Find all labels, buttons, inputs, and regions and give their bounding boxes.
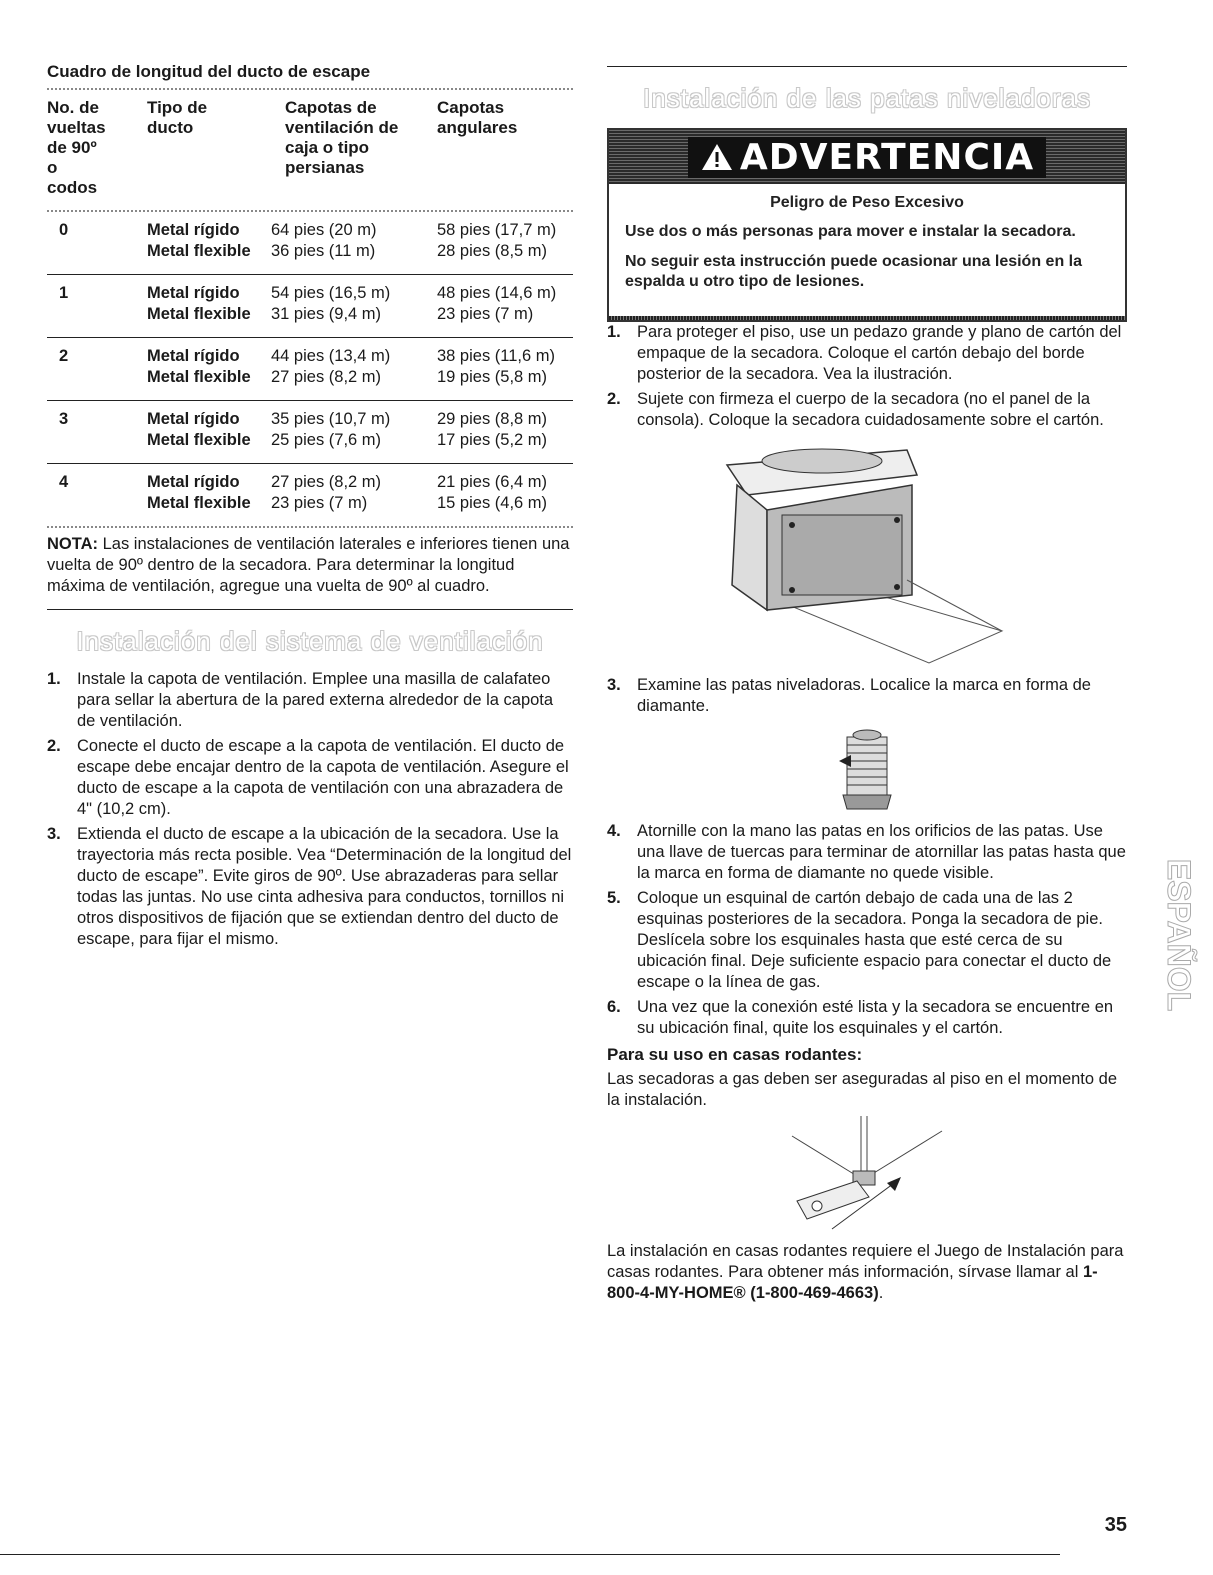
- row-turns: 0: [59, 221, 69, 239]
- angled-length: 28 pies (8,5 m): [437, 242, 548, 260]
- step-text: Atornille con la mano las patas en los orificios de las patas. Use una llave de tuercas para terminar de atornillar las patas hasta que la marca en forma de diamante no quede visible.: [637, 822, 1126, 882]
- right-column: [607, 66, 1127, 1304]
- duct-type: Metal rígido: [147, 473, 240, 491]
- table-note: [47, 534, 573, 597]
- list-item: [607, 888, 1127, 993]
- warning-line: Use dos o más personas para mover e instalar la secadora.: [625, 223, 1076, 240]
- box-length: 64 pies (20 m): [271, 221, 377, 239]
- vent-section-heading: Instalación del sistema de ventilación: [76, 626, 544, 656]
- side-tab-label: ESPAÑOL: [1161, 858, 1197, 1012]
- angled-length: 21 pies (6,4 m): [437, 473, 548, 491]
- table-bottom-border: [47, 526, 573, 528]
- table-row: [47, 401, 573, 464]
- list-item: [607, 821, 1127, 884]
- warning-subtitle: Peligro de Peso Excesivo: [770, 194, 964, 211]
- header-angled-hoods: Capotas angulares: [437, 98, 518, 137]
- kit-text: [607, 1241, 1127, 1304]
- step-text: Conecte el ducto de escape a la capota de ventilación. El ducto de escape debe encajar dentro de la capota de ventilación. Asegure el ducto de escape a la capota de ventilación con una abrazadera de 4" (10,2 cm).: [77, 737, 569, 818]
- header-turns: No. de vueltas de 90º o codos: [47, 98, 106, 197]
- duct-type: Metal flexible: [147, 431, 251, 449]
- warning-banner: [609, 130, 1125, 184]
- row-turns: 1: [59, 284, 69, 302]
- step-text: Coloque un esquinal de cartón debajo de cada una de las 2 esquinas posteriores de la secadora. Ponga la secadora de pie. Deslícela sobre los esquinales hasta que esté cerca de su ubicación final. Deje suficiente espacio para conectar el ducto de escape o la línea de gas.: [637, 889, 1112, 991]
- step-number: 2.: [607, 390, 621, 408]
- list-item: [607, 997, 1127, 1039]
- list-item: [607, 675, 1127, 717]
- section-divider: [47, 609, 573, 610]
- page-number: 35: [1104, 1514, 1127, 1536]
- duct-type: Metal rígido: [147, 221, 240, 239]
- box-length: 27 pies (8,2 m): [271, 368, 382, 386]
- warning-triangle-icon: [700, 142, 734, 172]
- warning-line: No seguir esta instrucción puede ocasionar una lesión en la espalda u otro tipo de lesiones.: [625, 253, 1083, 290]
- list-item: [47, 736, 573, 820]
- step-text: Extienda el ducto de escape a la ubicación de la secadora. Use la trayectoria más recta posible. Vea “Determinación de la longitud del ducto de escape”. Evite giros de 90º. Use abrazaderas para sellar todas las juntas. No use cinta adhesiva para conductos, tornillos ni otros dispositivos de fijación que se extiendan dentro del ducto de escape, para fijar el mismo.: [77, 825, 572, 948]
- angled-length: 58 pies (17,7 m): [437, 221, 557, 239]
- list-item: [607, 389, 1127, 431]
- step-number: 6.: [607, 998, 621, 1016]
- list-item: [47, 824, 573, 950]
- step-text: Examine las patas niveladoras. Localice la marca en forma de diamante.: [637, 676, 1091, 715]
- warning-title: ADVERTENCIA: [739, 136, 1035, 178]
- box-length: 35 pies (10,7 m): [271, 410, 391, 428]
- box-length: 54 pies (16,5 m): [271, 284, 391, 302]
- angled-length: 19 pies (5,8 m): [437, 368, 548, 386]
- step-text: Sujete con firmeza el cuerpo de la secadora (no el panel de la consola). Coloque la secadora cuidadosamente sobre el cartón.: [637, 390, 1104, 429]
- step-text: Instale la capota de ventilación. Emplee una masilla de calafateo para sellar la abertura de la pared externa alrededor de la capota de ventilación.: [77, 670, 554, 730]
- table-row: [47, 338, 573, 401]
- note-label: NOTA:: [47, 535, 99, 553]
- step-text: Una vez que la conexión esté lista y la secadora se encuentre en su ubicación final, quite los esquinales y el cartón.: [637, 998, 1114, 1037]
- table-header: [47, 90, 573, 210]
- header-duct-type: Tipo de ducto: [147, 98, 208, 137]
- duct-type: Metal flexible: [147, 305, 251, 323]
- vent-steps: [47, 669, 573, 950]
- list-item: [47, 669, 573, 732]
- row-turns: 4: [59, 473, 69, 491]
- duct-type: Metal rígido: [147, 284, 240, 302]
- mobile-home-heading: Para su uso en casas rodantes:: [607, 1045, 863, 1064]
- warning-bottom-border: [609, 316, 1125, 320]
- warning-title-block: [688, 137, 1046, 178]
- step-number: 4.: [607, 822, 621, 840]
- kit-text-start: La instalación en casas rodantes requiere el Juego de Instalación para casas rodantes. Para obtener más información, sírvase llamar al: [607, 1242, 1124, 1281]
- note-text: Las instalaciones de ventilación laterales e inferiores tienen una vuelta de 90º dentro de la secadora. Para determinar la longitud máxima de ventilación, agregue una vuelta de 90º al cuadro.: [47, 535, 570, 595]
- step-text: Para proteger el piso, use un pedazo grande y plano de cartón del empaque de la secadora. Coloque el cartón debajo del borde posterior de la secadora. Vea la ilustración.: [637, 323, 1122, 383]
- leveling-leg-illustration: [607, 721, 1127, 821]
- angled-length: 23 pies (7 m): [437, 305, 534, 323]
- dryer-on-cardboard-illustration: [607, 435, 1127, 675]
- box-length: 36 pies (11 m): [271, 242, 376, 260]
- right-top-rule: [607, 66, 1127, 67]
- kit-phone: 1-800-4-MY-HOME® (1-800-469-4663): [607, 1263, 1098, 1302]
- footer-rule: [0, 1554, 1060, 1555]
- box-length: 23 pies (7 m): [271, 494, 368, 512]
- list-item: [607, 322, 1127, 385]
- mobile-home-bracket-illustration: [607, 1111, 1127, 1241]
- step-number: 1.: [47, 670, 61, 688]
- table-row: [47, 275, 573, 338]
- step-number: 1.: [607, 323, 621, 341]
- box-length: 27 pies (8,2 m): [271, 473, 382, 491]
- warning-body: [609, 184, 1125, 316]
- box-length: 31 pies (9,4 m): [271, 305, 382, 323]
- duct-type: Metal flexible: [147, 368, 251, 386]
- duct-type: Metal rígido: [147, 347, 240, 365]
- row-turns: 3: [59, 410, 69, 428]
- header-box-hoods: Capotas de ventilación de caja o tipo persianas: [285, 98, 399, 177]
- step-number: 3.: [607, 676, 621, 694]
- box-length: 25 pies (7,6 m): [271, 431, 382, 449]
- warning-box: [607, 128, 1127, 322]
- angled-length: 15 pies (4,6 m): [437, 494, 548, 512]
- table-title: Cuadro de longitud del ducto de escape: [47, 62, 371, 81]
- duct-type: Metal rígido: [147, 410, 240, 428]
- row-turns: 2: [59, 347, 69, 365]
- left-column: [47, 62, 573, 954]
- kit-text-end: .: [878, 1284, 884, 1302]
- leveling-steps-1: [607, 322, 1127, 431]
- language-side-tab: [1150, 810, 1197, 1060]
- step-number: 5.: [607, 889, 621, 907]
- table-row: [47, 464, 573, 526]
- leveling-steps-3: [607, 821, 1127, 1039]
- leveling-section-heading: Instalación de las patas niveladoras: [643, 83, 1091, 113]
- angled-length: 48 pies (14,6 m): [437, 284, 557, 302]
- duct-type: Metal flexible: [147, 494, 251, 512]
- leveling-steps-2: [607, 675, 1127, 717]
- mobile-home-text: Las secadoras a gas deben ser aseguradas al piso en el momento de la instalación.: [607, 1070, 1117, 1109]
- angled-length: 29 pies (8,8 m): [437, 410, 548, 428]
- angled-length: 17 pies (5,2 m): [437, 431, 548, 449]
- table-row: [47, 212, 573, 275]
- box-length: 44 pies (13,4 m): [271, 347, 391, 365]
- duct-type: Metal flexible: [147, 242, 251, 260]
- angled-length: 38 pies (11,6 m): [437, 347, 555, 365]
- step-number: 2.: [47, 737, 61, 755]
- step-number: 3.: [47, 825, 61, 843]
